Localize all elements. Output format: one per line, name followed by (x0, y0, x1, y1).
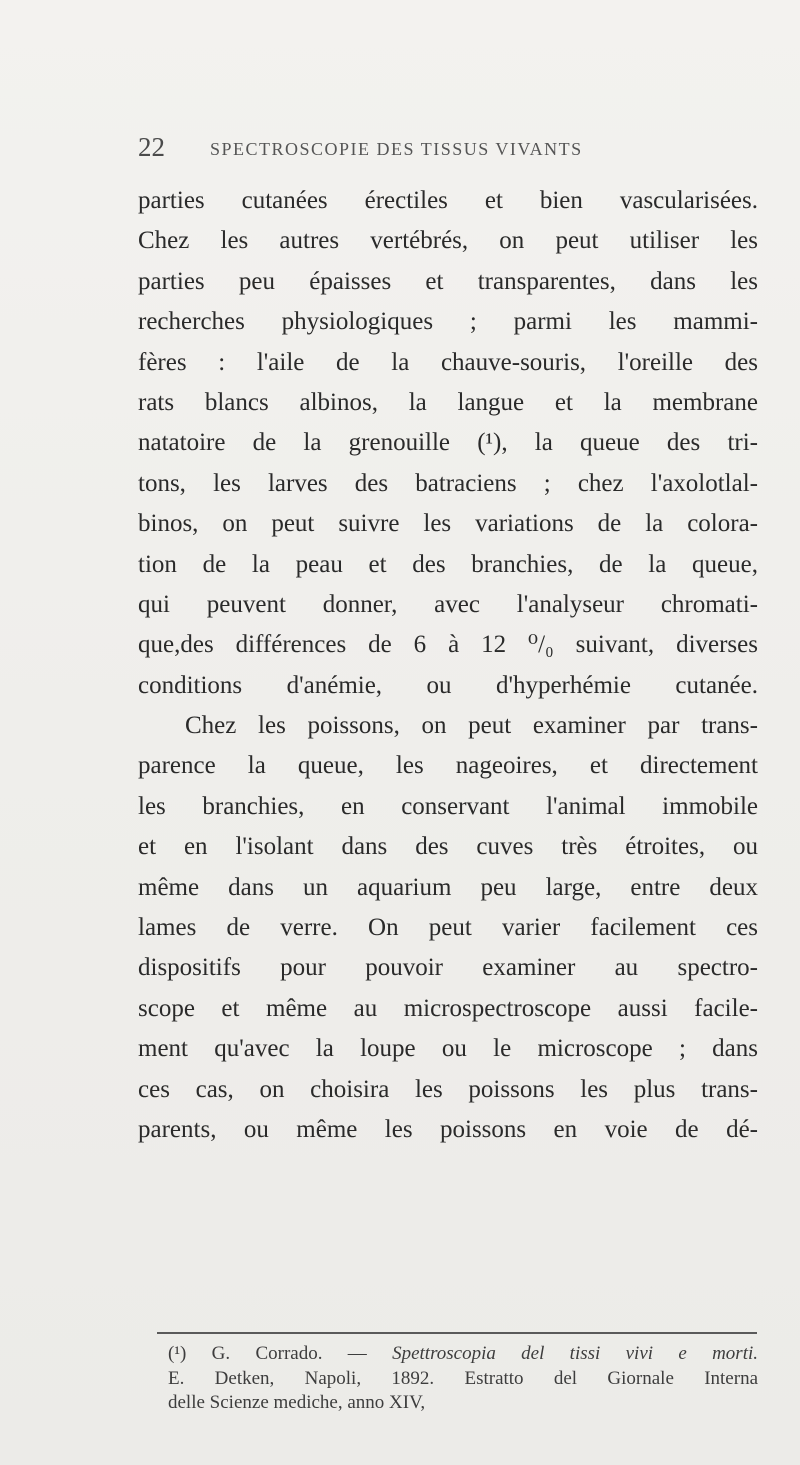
running-title: SPECTROSCOPIE DES TISSUS VIVANTS (210, 139, 583, 159)
text-line: Chez les autres vertébrés, on peut utiliser les (138, 227, 758, 255)
text-line: lames de verre. On peut varier facilement ces (138, 914, 758, 942)
footnote-title: Spettroscopia del tissi vivi e morti. (392, 1343, 759, 1364)
text-line: ces cas, on choisira les poissons les plus trans- (138, 1075, 758, 1103)
text-line: qui peuvent donner, avec l'analyseur chromati- (138, 590, 758, 618)
text-line: binos, on peut suivre les variations de la colora- (138, 510, 758, 538)
text-line: parties cutanées érectiles et bien vascularisées. (138, 187, 758, 214)
footnote-line: E. Detken, Napoli, 1892. Estratto del Giornale Interna (168, 1367, 758, 1389)
text-line: conditions d'anémie, ou d'hyperhémie cutanée. (138, 671, 758, 699)
text-line: tons, les larves des batraciens ; chez l'axolotlal- (138, 469, 758, 497)
footnote (168, 1342, 758, 1416)
text-line: parents, ou même les poissons en voie de dé- (138, 1115, 758, 1143)
footnote-line: delle Scienze mediche, anno XIV, (168, 1392, 426, 1413)
text-line: rats blancs albinos, la langue et la membrane (138, 388, 758, 416)
page-header (138, 132, 698, 168)
text-line: tion de la peau et des branchies, de la queue, (138, 550, 758, 578)
text-line: dispositifs pour pouvoir examiner au spectro- (138, 954, 758, 982)
text-line: scope et même au microspectroscope aussi facile- (138, 994, 758, 1022)
text-line: parence la queue, les nageoires, et directement (138, 752, 758, 780)
page-number: 22 (138, 132, 165, 162)
text-line: Chez les poissons, on peut examiner par trans- (185, 712, 758, 740)
text-line: même dans un aquarium peu large, entre deux (138, 873, 758, 901)
text-line: recherches physiologiques ; parmi les mammi- (138, 308, 758, 336)
footnote-divider (157, 1332, 757, 1334)
footnote-author: G. Corrado. — (211, 1343, 367, 1364)
text-line: fères : l'aile de la chauve-souris, l'oreille des (138, 348, 758, 376)
text-line: ment qu'avec la loupe ou le microscope ; dans (138, 1035, 758, 1063)
footnote-marker: (¹) (168, 1343, 187, 1364)
text-line: parties peu épaisses et transparentes, dans les (138, 267, 758, 295)
body-text (138, 181, 758, 1150)
text-line: les branchies, en conservant l'animal immobile (138, 792, 758, 820)
text-line: natatoire de la grenouille (¹), la queue des tri- (138, 429, 758, 457)
text-line: et en l'isolant dans des cuves très étroites, ou (138, 833, 758, 861)
text-line: que,des différences de 6 à 12 ⁰/₀ suivant, diverses (138, 631, 758, 659)
footnote-line (168, 1342, 758, 1367)
